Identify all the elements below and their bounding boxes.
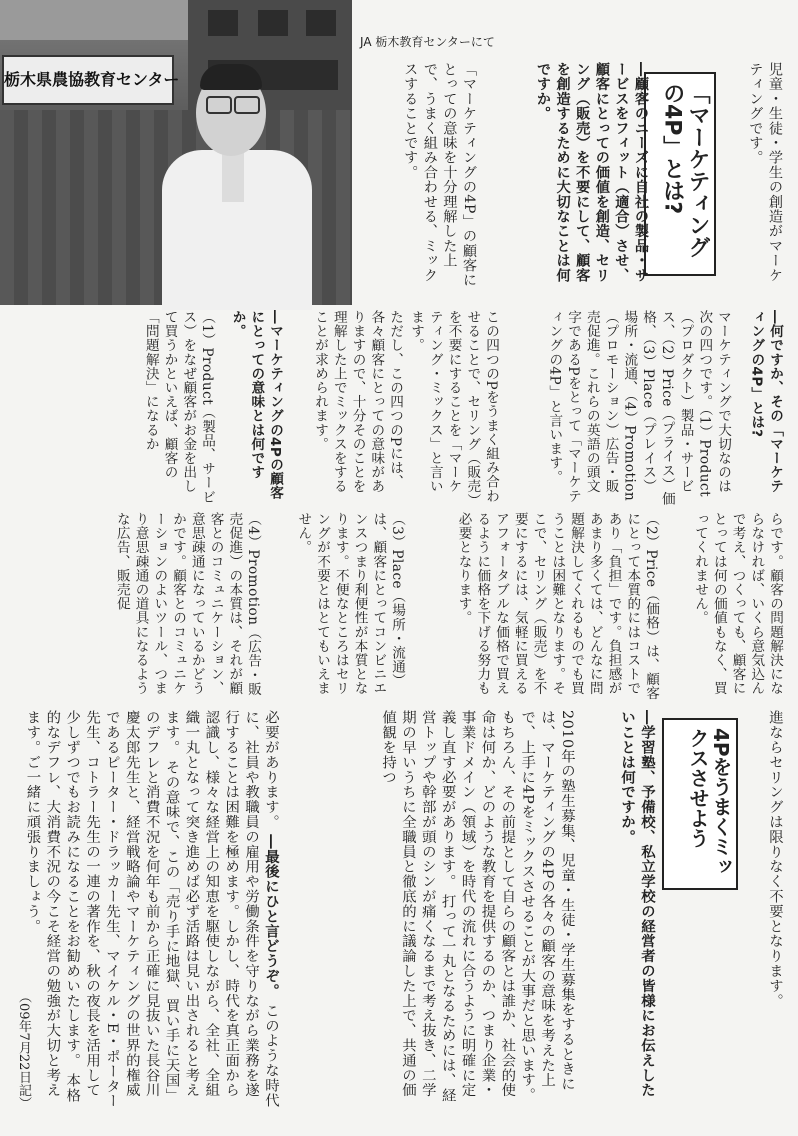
row3-question-text: ―学習塾、予備校、私立学校の経営者の皆様にお伝えしたいことは何ですか。	[619, 710, 655, 1098]
row3-question	[580, 710, 656, 1112]
row3-body-6: このような時代に、社員や教職員の雇用や労働条件を守りながら業務を遂行することは困難を極めます。しかし、時代を真正面から認識し、様々な経営上の知恵を駆使しながら、全社、全組織一丸となって突き進めば必ず活路は見い出されると考えます。	[163, 710, 279, 1108]
row2-body-2: （2）Price（価格）は、顧客にとって本質的にはコストであり「負担」です。負担感があまり多くては、どんなに問題解決してくれるものでも買うことは困難となります。そこで、セリング（販売）を不要にするには、気軽に買えるアフォータブルな価格で買えるように価格を下げる努力も必要となります。	[455, 512, 659, 701]
intro-text: 児童・生徒・学生の創造がマーケティングです。	[747, 62, 783, 283]
row3-body-7: その意味で、この「売り手に地獄、買い手に天国」のデフレと消費不況を何年も前から正確に見抜いた長谷川慶太郎先生と、経営戦略論やマーケティングの世界的権威であるピーター・ドラッカー先生、マイケル・E・ポーター先生、コトラー先生の一連の著作を、秋の夜長を活用して少しずつでもお読みになることをお勧めいたします。	[64, 710, 180, 1109]
row3-body-5-8	[24, 710, 280, 1112]
glasses-right-icon	[234, 96, 260, 114]
article-date: （09年7月22日記）	[16, 990, 31, 1110]
row2-body-1: らです。顧客の問題解決にならなければ、いくら意気込んで考え、つくっても、顧客にとっては何の価値もなく、買ってくれません。	[692, 512, 783, 696]
building-sign: 栃木県農協教育センター	[2, 55, 174, 105]
section1-question-text: ―顧客のニーズに自社の製品・サービスをフィット（適合）させ、顧客にとっての価値を創造、セリング（販売）を不要にして、顧客を創造するために大切なことは何ですか。	[535, 62, 649, 283]
row1-question-text: ―何ですか、その「マーケティングの4P」とは?	[748, 310, 783, 494]
row2-body-3: （3）Place（場所・流通）は、顧客にとってコンビニエンスつまり利便性が本質となります。不便なところはセリングが不要とはとてもいえません。	[295, 512, 405, 696]
section1-question	[482, 62, 650, 294]
row1-question-2	[220, 310, 284, 506]
person-hair	[200, 64, 262, 90]
glasses-left-icon	[206, 96, 232, 114]
portrait-photo	[0, 0, 352, 305]
row3-question-2: ―最後にひと言どうぞ。	[263, 834, 279, 999]
row1-body-1: マーケティングで大切なのは次の四つです。（1）Product（プロダクト）製品・サービス、（2）Price（プライス）価格、（3）Place（プレイス）場所・流通、（4）Promotion（プロモーション）広告・販売促進。これらの英語の頭文字であるPをとって「マーケティングの4P」と言います。	[546, 310, 731, 506]
row3-body-5: 必要があります。	[263, 710, 279, 830]
row2-body-4: （4）Promotion（広告・販売促進）の本質は、それが顧客とのコミュニケーション、意思疎通になっているかどうかです。顧客とのコミュニケーションのよいツール、つまり意思疎通の道具になるような広告、販売促	[113, 512, 261, 697]
person-collar	[222, 152, 244, 202]
row1-question-2-text: ―マーケティングの4Pの顧客にとっての意味とは何ですか。	[229, 310, 283, 500]
row3-body-4: 打って一丸となるためには、経営トップや幹部が頭のシンが痛くなるまで考え抜き、二学期の早いうちに全職員と徹底的に議論した上で、共通の価値観を持つ	[380, 710, 456, 1103]
section-heading-mix: 4Pをうまくミックスさせよう	[662, 718, 738, 890]
row1-body-2: この四つのPをうまく組み合わせることで、セリング（販売）を不要にすることを「マーケティング・ミックス」と言います。	[408, 310, 499, 503]
section1-answer: 「マーケティングの4P」の顧客にとっての意味を十分理解した上で、うまく組み合わせる、ミックスすることです。	[402, 62, 477, 288]
row3-body-8: 本格的なデフレ、大消費不況の今こそ経営の勉強が大切と考えます。ご一緒に頑張りましょう。	[24, 710, 81, 1103]
row1-body-3: ただし、この四つのPには、各々顧客にとっての意味がありますので、十分そのことを理解した上でミックスをすることが求められます。	[312, 310, 403, 494]
photo-caption: JA 栃木教育センターにて	[360, 35, 495, 49]
row1-question	[736, 310, 784, 506]
row3-body-2-4	[284, 710, 576, 1112]
row3-body-2: 2010年の塾生募集、児童・生徒・学生募集をするときには、マーケティングの4Pの各々の顧客の意味を考えた上で、上手に4Pをミックスさせることが大事だと思います。	[519, 710, 575, 1103]
row1-body-4: （1）Product（製品、サービス）をなぜ顧客がお金を出して買うかといえば、顧客の「問題解決」になるか	[142, 310, 215, 504]
row3-body-1: 進ならセリングは限りなく不要となります。	[767, 710, 783, 1008]
section-heading-4p: 「マーケティングの4P」とは?	[644, 72, 716, 276]
row3-body-3: もちろん、その前提として自らの顧客とは誰か、社会的使命は何か、どのような教育を提供するのか、つまり企業・事業ドメイン（領域）を時代の流れに合うように明確に定義し直す必要があります。	[439, 710, 516, 1098]
